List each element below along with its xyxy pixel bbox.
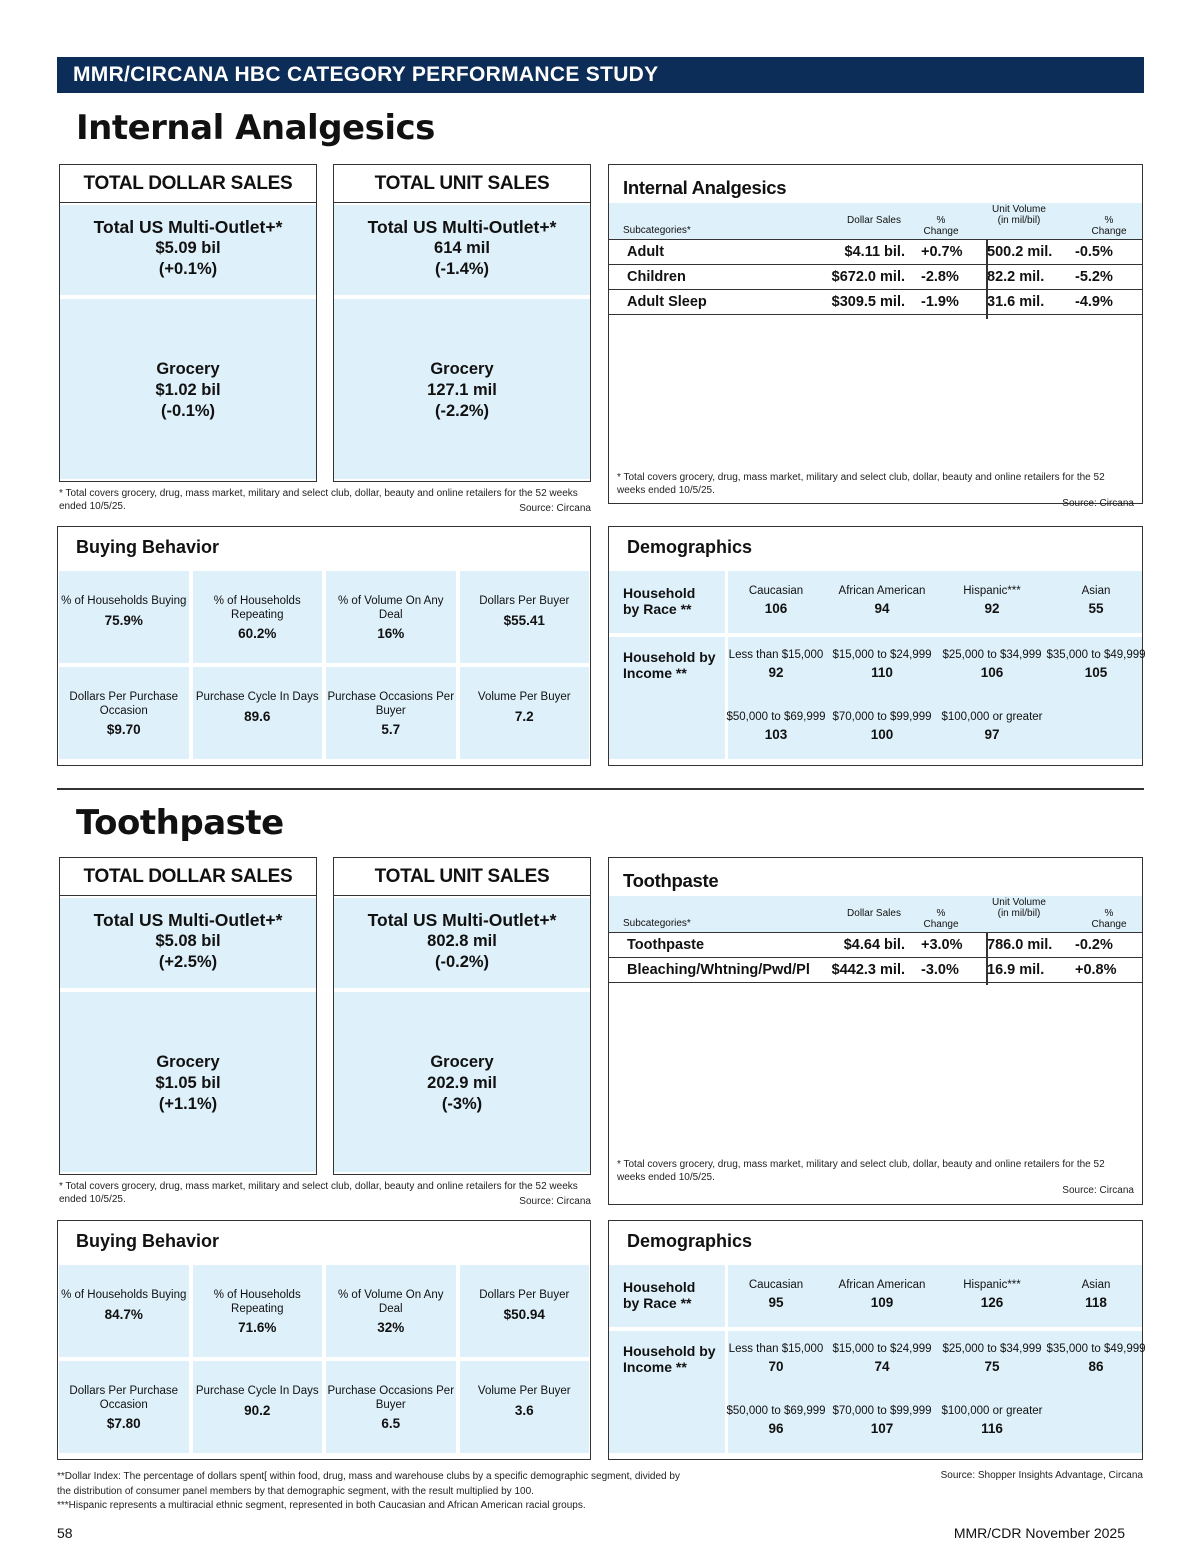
table-footnote-text: * Total covers grocery, drug, mass market, military and select club, dollar, beauty and online retailers for the 52 weeks ended 10/5/25. — [617, 472, 1105, 496]
income-cell — [1041, 1343, 1151, 1373]
buying-behavior-box — [57, 1220, 591, 1460]
grocery-value: $1.05 bil — [155, 1074, 221, 1092]
metric-value: $7.80 — [106, 1416, 141, 1431]
behavior-metric — [193, 667, 323, 759]
unit-sales-box — [333, 857, 591, 1175]
metric-value: 16% — [377, 626, 405, 641]
demographics-box — [608, 526, 1146, 766]
income-range: $50,000 to $69,999 — [726, 711, 826, 723]
cell-pct1: -2.8% — [921, 269, 959, 285]
column-header-pct2: % Change — [1091, 215, 1127, 237]
subcategory-table — [608, 857, 1143, 1205]
cell-name: Children — [627, 269, 686, 285]
behavior-metric — [326, 1361, 456, 1453]
multi-outlet-value: 802.8 mil — [427, 932, 497, 950]
race-label-text: Caucasian — [748, 1279, 804, 1291]
behavior-metric — [59, 571, 189, 663]
grocery-stat — [334, 299, 590, 479]
bottom-source: Source: Shopper Insights Advantage, Circana — [940, 1470, 1143, 1481]
behavior-metric — [193, 1361, 323, 1453]
income-range: $15,000 to $24,999 — [832, 1343, 932, 1355]
table-row — [609, 264, 1142, 289]
multi-outlet-value: $5.09 bil — [155, 239, 221, 257]
footnote-text: * Total covers grocery, drug, mass market, military and select club, dollar, beauty and online retailers for the 52 weeks ended 10/5/25. — [59, 1181, 578, 1205]
race-cell — [937, 585, 1047, 615]
section-title: Internal Analgesics — [76, 108, 435, 148]
buying-behavior-title: Buying Behavior — [76, 537, 220, 557]
behavior-metric — [460, 1265, 590, 1357]
race-label-text: African American — [838, 585, 926, 597]
income-range: $25,000 to $34,999 — [942, 1343, 1042, 1355]
metric-value: 60.2% — [238, 626, 277, 641]
income-cell — [937, 1343, 1047, 1373]
grocery-stat — [334, 992, 590, 1172]
income-range: $25,000 to $34,999 — [942, 649, 1042, 661]
race-label-text: Caucasian — [748, 585, 804, 597]
column-header-dollar: Dollar Sales — [847, 215, 901, 226]
income-index: 103 — [764, 727, 788, 742]
metric-value: 32% — [377, 1320, 405, 1335]
race-label-text: Hispanic*** — [963, 1279, 1021, 1291]
metric-label: % of Volume On Any Deal — [338, 1289, 444, 1315]
metric-value: 71.6% — [238, 1320, 277, 1335]
behavior-metric — [193, 571, 323, 663]
income-label: Household by Income ** — [623, 1343, 716, 1375]
multi-outlet-label: Total US Multi-Outlet+* — [367, 910, 557, 930]
multi-outlet-stat — [334, 205, 590, 295]
footnote-text: * Total covers grocery, drug, mass market, military and select club, dollar, beauty and online retailers for the 52 weeks ended 10/5/25. — [59, 488, 578, 512]
income-cell — [1041, 649, 1151, 679]
race-index: 92 — [984, 601, 1000, 616]
income-range: $100,000 or greater — [941, 1405, 1043, 1417]
multi-outlet-stat — [334, 898, 590, 988]
metric-value: $9.70 — [106, 722, 141, 737]
cell-pct2: -0.5% — [1075, 244, 1113, 260]
race-label: Household by Race ** — [623, 1279, 696, 1311]
multi-outlet-change: (-0.2%) — [434, 953, 490, 971]
metric-value: 3.6 — [514, 1402, 534, 1418]
sales-footnote — [59, 487, 591, 515]
publication-name: MMR/CDR November 2025 — [953, 1525, 1125, 1541]
table-bottom-rule — [609, 314, 1142, 315]
income-range: Less than $15,000 — [728, 649, 824, 661]
multi-outlet-label: Total US Multi-Outlet+* — [93, 217, 283, 237]
dollar-sales-box — [59, 164, 317, 482]
table-header — [609, 203, 1142, 239]
table-title: Toothpaste — [623, 870, 719, 891]
income-band — [609, 1331, 1146, 1453]
income-cell — [721, 711, 831, 741]
cell-pct2: -4.9% — [1075, 294, 1113, 310]
race-band — [609, 571, 1142, 633]
multi-outlet-stat — [60, 205, 316, 295]
cell-name: Adult Sleep — [627, 294, 707, 310]
table-title: Internal Analgesics — [623, 177, 787, 198]
race-index: 94 — [874, 601, 890, 616]
race-index: 55 — [1088, 601, 1104, 616]
table-footnote-source: Source: Circana — [1062, 498, 1134, 509]
dollar-index-note-cont: the distribution of consumer panel members by that demographic segment, with the result multiplied by 100. — [57, 1485, 534, 1497]
column-header-unit: Unit Volume (in mil/bil) — [992, 204, 1046, 226]
dollar-sales-header: TOTAL DOLLAR SALES — [60, 858, 316, 896]
race-index: 118 — [1085, 1295, 1107, 1310]
metric-label: % of Households Repeating — [213, 1289, 301, 1315]
demographics-title: Demographics — [627, 537, 753, 557]
table-row — [609, 239, 1142, 264]
grocery-label: Grocery — [156, 360, 220, 378]
income-range: $50,000 to $69,999 — [726, 1405, 826, 1417]
income-cell — [827, 1405, 937, 1435]
metric-value: 6.5 — [381, 1416, 401, 1431]
race-cell — [827, 1279, 937, 1309]
cell-pct1: +0.7% — [921, 244, 963, 260]
behavior-metric — [326, 571, 456, 663]
income-index: 106 — [980, 665, 1004, 680]
race-label-text: Asian — [1081, 1279, 1111, 1291]
metric-label: Purchase Occasions Per Buyer — [327, 691, 455, 717]
cell-dollar: $672.0 mil. — [831, 269, 905, 285]
metric-label: % of Households Buying — [61, 595, 187, 607]
table-vertical-rule — [986, 239, 988, 319]
dollar-index-note: **Dollar Index: The percentage of dollars spent[ within food, drug, mass and warehouse clubs by a specific demographic segment, divided by — [57, 1471, 680, 1482]
cell-pct1: +3.0% — [921, 937, 963, 953]
cell-name: Bleaching/Whtning/Pwd/Pl — [627, 962, 810, 978]
section-title: Toothpaste — [76, 803, 284, 843]
income-band — [609, 637, 1146, 759]
cell-name: Adult — [627, 244, 665, 260]
metric-value: $50.94 — [503, 1306, 545, 1322]
table-footnote-text: * Total covers grocery, drug, mass market, military and select club, dollar, beauty and online retailers for the 52 weeks ended 10/5/25. — [617, 1159, 1105, 1183]
cell-unit: 16.9 mil. — [987, 962, 1045, 978]
cell-dollar: $309.5 mil. — [831, 294, 905, 310]
behavior-metric — [460, 1361, 590, 1453]
income-range: $70,000 to $99,999 — [832, 1405, 932, 1417]
income-cell — [827, 649, 937, 679]
buying-behavior-box — [57, 526, 591, 766]
grocery-change: (-3%) — [441, 1095, 483, 1113]
column-header-pct1: % Change — [923, 908, 959, 930]
metric-value: 75.9% — [104, 612, 143, 628]
metric-label: Dollars Per Purchase Occasion — [69, 1385, 179, 1411]
grocery-change: (-0.1%) — [160, 402, 216, 420]
metric-value: $55.41 — [503, 612, 545, 628]
income-cell — [827, 711, 937, 741]
race-cell — [827, 585, 937, 615]
cell-pct2: +0.8% — [1075, 962, 1117, 978]
metric-value: 90.2 — [244, 1402, 271, 1418]
multi-outlet-label: Total US Multi-Outlet+* — [93, 910, 283, 930]
grocery-stat — [60, 992, 316, 1172]
metric-value: 7.2 — [514, 708, 534, 724]
income-cell — [937, 711, 1047, 741]
metric-value: 84.7% — [104, 1306, 143, 1322]
dollar-sales-box — [59, 857, 317, 1175]
page-number: 58 — [57, 1525, 73, 1541]
column-header-sub: Subcategories* — [623, 225, 691, 236]
metric-label: % of Households Buying — [61, 1289, 187, 1301]
income-cell — [937, 1405, 1047, 1435]
race-index: 109 — [870, 1295, 894, 1310]
table-footnote-source: Source: Circana — [1062, 1185, 1134, 1196]
cell-pct2: -5.2% — [1075, 269, 1113, 285]
race-label-text: African American — [838, 1279, 926, 1291]
hispanic-note: ***Hispanic represents a multiracial ethnic segment, represented in both Caucasian and African American racial groups. — [57, 1500, 586, 1511]
income-range: $100,000 or greater — [941, 711, 1043, 723]
buying-behavior-grid — [58, 571, 590, 760]
bottom-footnotes — [57, 1470, 680, 1514]
behavior-metric — [326, 667, 456, 759]
income-range: Less than $15,000 — [728, 1343, 824, 1355]
cell-dollar: $442.3 mil. — [831, 962, 905, 978]
race-cell — [721, 1279, 831, 1309]
metric-label: Dollars Per Purchase Occasion — [69, 691, 179, 717]
income-index: 100 — [870, 727, 894, 742]
income-range: $15,000 to $24,999 — [832, 649, 932, 661]
unit-sales-box — [333, 164, 591, 482]
cell-unit: 31.6 mil. — [987, 294, 1045, 310]
race-cell — [721, 585, 831, 615]
metric-label: Volume Per Buyer — [477, 1385, 571, 1397]
income-range: $35,000 to $49,999 — [1046, 649, 1146, 661]
grocery-label: Grocery — [156, 1053, 220, 1071]
multi-outlet-label: Total US Multi-Outlet+* — [367, 217, 557, 237]
cell-pct1: -3.0% — [921, 962, 959, 978]
race-cell — [1041, 585, 1151, 615]
race-cell — [937, 1279, 1047, 1309]
income-cell — [721, 649, 831, 679]
metric-label: Dollars Per Buyer — [479, 1289, 570, 1301]
income-cell — [721, 1343, 831, 1373]
race-index: 126 — [980, 1295, 1004, 1310]
column-header-sub: Subcategories* — [623, 918, 691, 929]
income-index: 92 — [768, 665, 784, 680]
multi-outlet-change: (+0.1%) — [158, 260, 218, 278]
grocery-change: (+1.1%) — [158, 1095, 218, 1113]
metric-label: Purchase Cycle In Days — [195, 1385, 319, 1397]
race-index: 95 — [768, 1295, 784, 1310]
income-index: 70 — [768, 1359, 784, 1374]
income-range: $70,000 to $99,999 — [832, 711, 932, 723]
income-range: $35,000 to $49,999 — [1046, 1343, 1146, 1355]
cell-unit: 500.2 mil. — [987, 244, 1053, 260]
behavior-metric — [193, 1265, 323, 1357]
demographics-title: Demographics — [627, 1231, 753, 1251]
metric-label: Purchase Occasions Per Buyer — [327, 1385, 455, 1411]
behavior-metric — [326, 1265, 456, 1357]
income-label: Household by Income ** — [623, 649, 716, 681]
grocery-value: $1.02 bil — [155, 381, 221, 399]
race-index: 106 — [764, 601, 788, 616]
income-index: 105 — [1084, 665, 1108, 680]
page-banner: MMR/CIRCANA HBC CATEGORY PERFORMANCE STUDY — [57, 57, 1144, 93]
metric-value: 89.6 — [244, 708, 271, 724]
column-header-pct2: % Change — [1091, 908, 1127, 930]
metric-label: % of Households Repeating — [213, 595, 301, 621]
cell-dollar: $4.11 bil. — [844, 244, 905, 260]
grocery-change: (-2.2%) — [434, 402, 490, 420]
race-label-text: Asian — [1081, 585, 1111, 597]
cell-name: Toothpaste — [627, 937, 705, 953]
cell-pct1: -1.9% — [921, 294, 959, 310]
multi-outlet-change: (+2.5%) — [158, 953, 218, 971]
multi-outlet-change: (-1.4%) — [434, 260, 490, 278]
table-vertical-rule — [986, 932, 988, 985]
unit-sales-header: TOTAL UNIT SALES — [334, 165, 590, 203]
income-index: 96 — [768, 1421, 784, 1436]
table-row — [609, 289, 1142, 314]
income-cell — [721, 1405, 831, 1435]
section-divider — [57, 788, 1144, 790]
race-band — [609, 1265, 1142, 1327]
demographics-box — [608, 1220, 1146, 1460]
table-header — [609, 896, 1142, 932]
income-cell — [827, 1343, 937, 1373]
behavior-metric — [59, 1265, 189, 1357]
table-footnote — [617, 471, 1134, 510]
subcategory-table — [608, 164, 1143, 509]
metric-label: Purchase Cycle In Days — [195, 691, 319, 703]
metric-label: Dollars Per Buyer — [479, 595, 570, 607]
sales-footnote — [59, 1180, 591, 1208]
dollar-sales-header: TOTAL DOLLAR SALES — [60, 165, 316, 203]
footnote-source: Source: Circana — [519, 1196, 591, 1207]
metric-value: 5.7 — [381, 722, 401, 737]
income-index: 75 — [984, 1359, 1000, 1374]
table-row — [609, 957, 1142, 982]
unit-sales-header: TOTAL UNIT SALES — [334, 858, 590, 896]
cell-dollar: $4.64 bil. — [843, 937, 905, 953]
cell-unit: 786.0 mil. — [987, 937, 1053, 953]
grocery-value: 202.9 mil — [427, 1074, 497, 1092]
grocery-value: 127.1 mil — [427, 381, 497, 399]
behavior-metric — [59, 667, 189, 759]
race-label-text: Hispanic*** — [963, 585, 1021, 597]
metric-label: Volume Per Buyer — [477, 691, 571, 703]
grocery-stat — [60, 299, 316, 479]
multi-outlet-value: 614 mil — [434, 239, 490, 257]
table-row — [609, 932, 1142, 957]
column-header-unit: Unit Volume (in mil/bil) — [992, 897, 1046, 919]
multi-outlet-value: $5.08 bil — [155, 932, 221, 950]
income-index: 86 — [1088, 1359, 1104, 1374]
income-index: 107 — [870, 1421, 894, 1436]
behavior-metric — [460, 667, 590, 759]
multi-outlet-stat — [60, 898, 316, 988]
income-index: 97 — [984, 727, 1000, 742]
income-index: 110 — [871, 665, 893, 680]
cell-pct2: -0.2% — [1075, 937, 1113, 953]
metric-label: % of Volume On Any Deal — [338, 595, 444, 621]
race-cell — [1041, 1279, 1151, 1309]
column-header-dollar: Dollar Sales — [847, 908, 901, 919]
behavior-metric — [59, 1361, 189, 1453]
table-footnote — [617, 1158, 1134, 1197]
income-cell — [937, 649, 1047, 679]
grocery-label: Grocery — [430, 1053, 494, 1071]
income-index: 74 — [874, 1359, 890, 1374]
buying-behavior-grid — [58, 1265, 590, 1454]
income-index: 116 — [981, 1421, 1003, 1436]
column-header-pct1: % Change — [923, 215, 959, 237]
behavior-metric — [460, 571, 590, 663]
race-label: Household by Race ** — [623, 585, 696, 617]
grocery-label: Grocery — [430, 360, 494, 378]
footnote-source: Source: Circana — [519, 503, 591, 514]
cell-unit: 82.2 mil. — [987, 269, 1045, 285]
buying-behavior-title: Buying Behavior — [76, 1231, 220, 1251]
table-bottom-rule — [609, 982, 1142, 983]
